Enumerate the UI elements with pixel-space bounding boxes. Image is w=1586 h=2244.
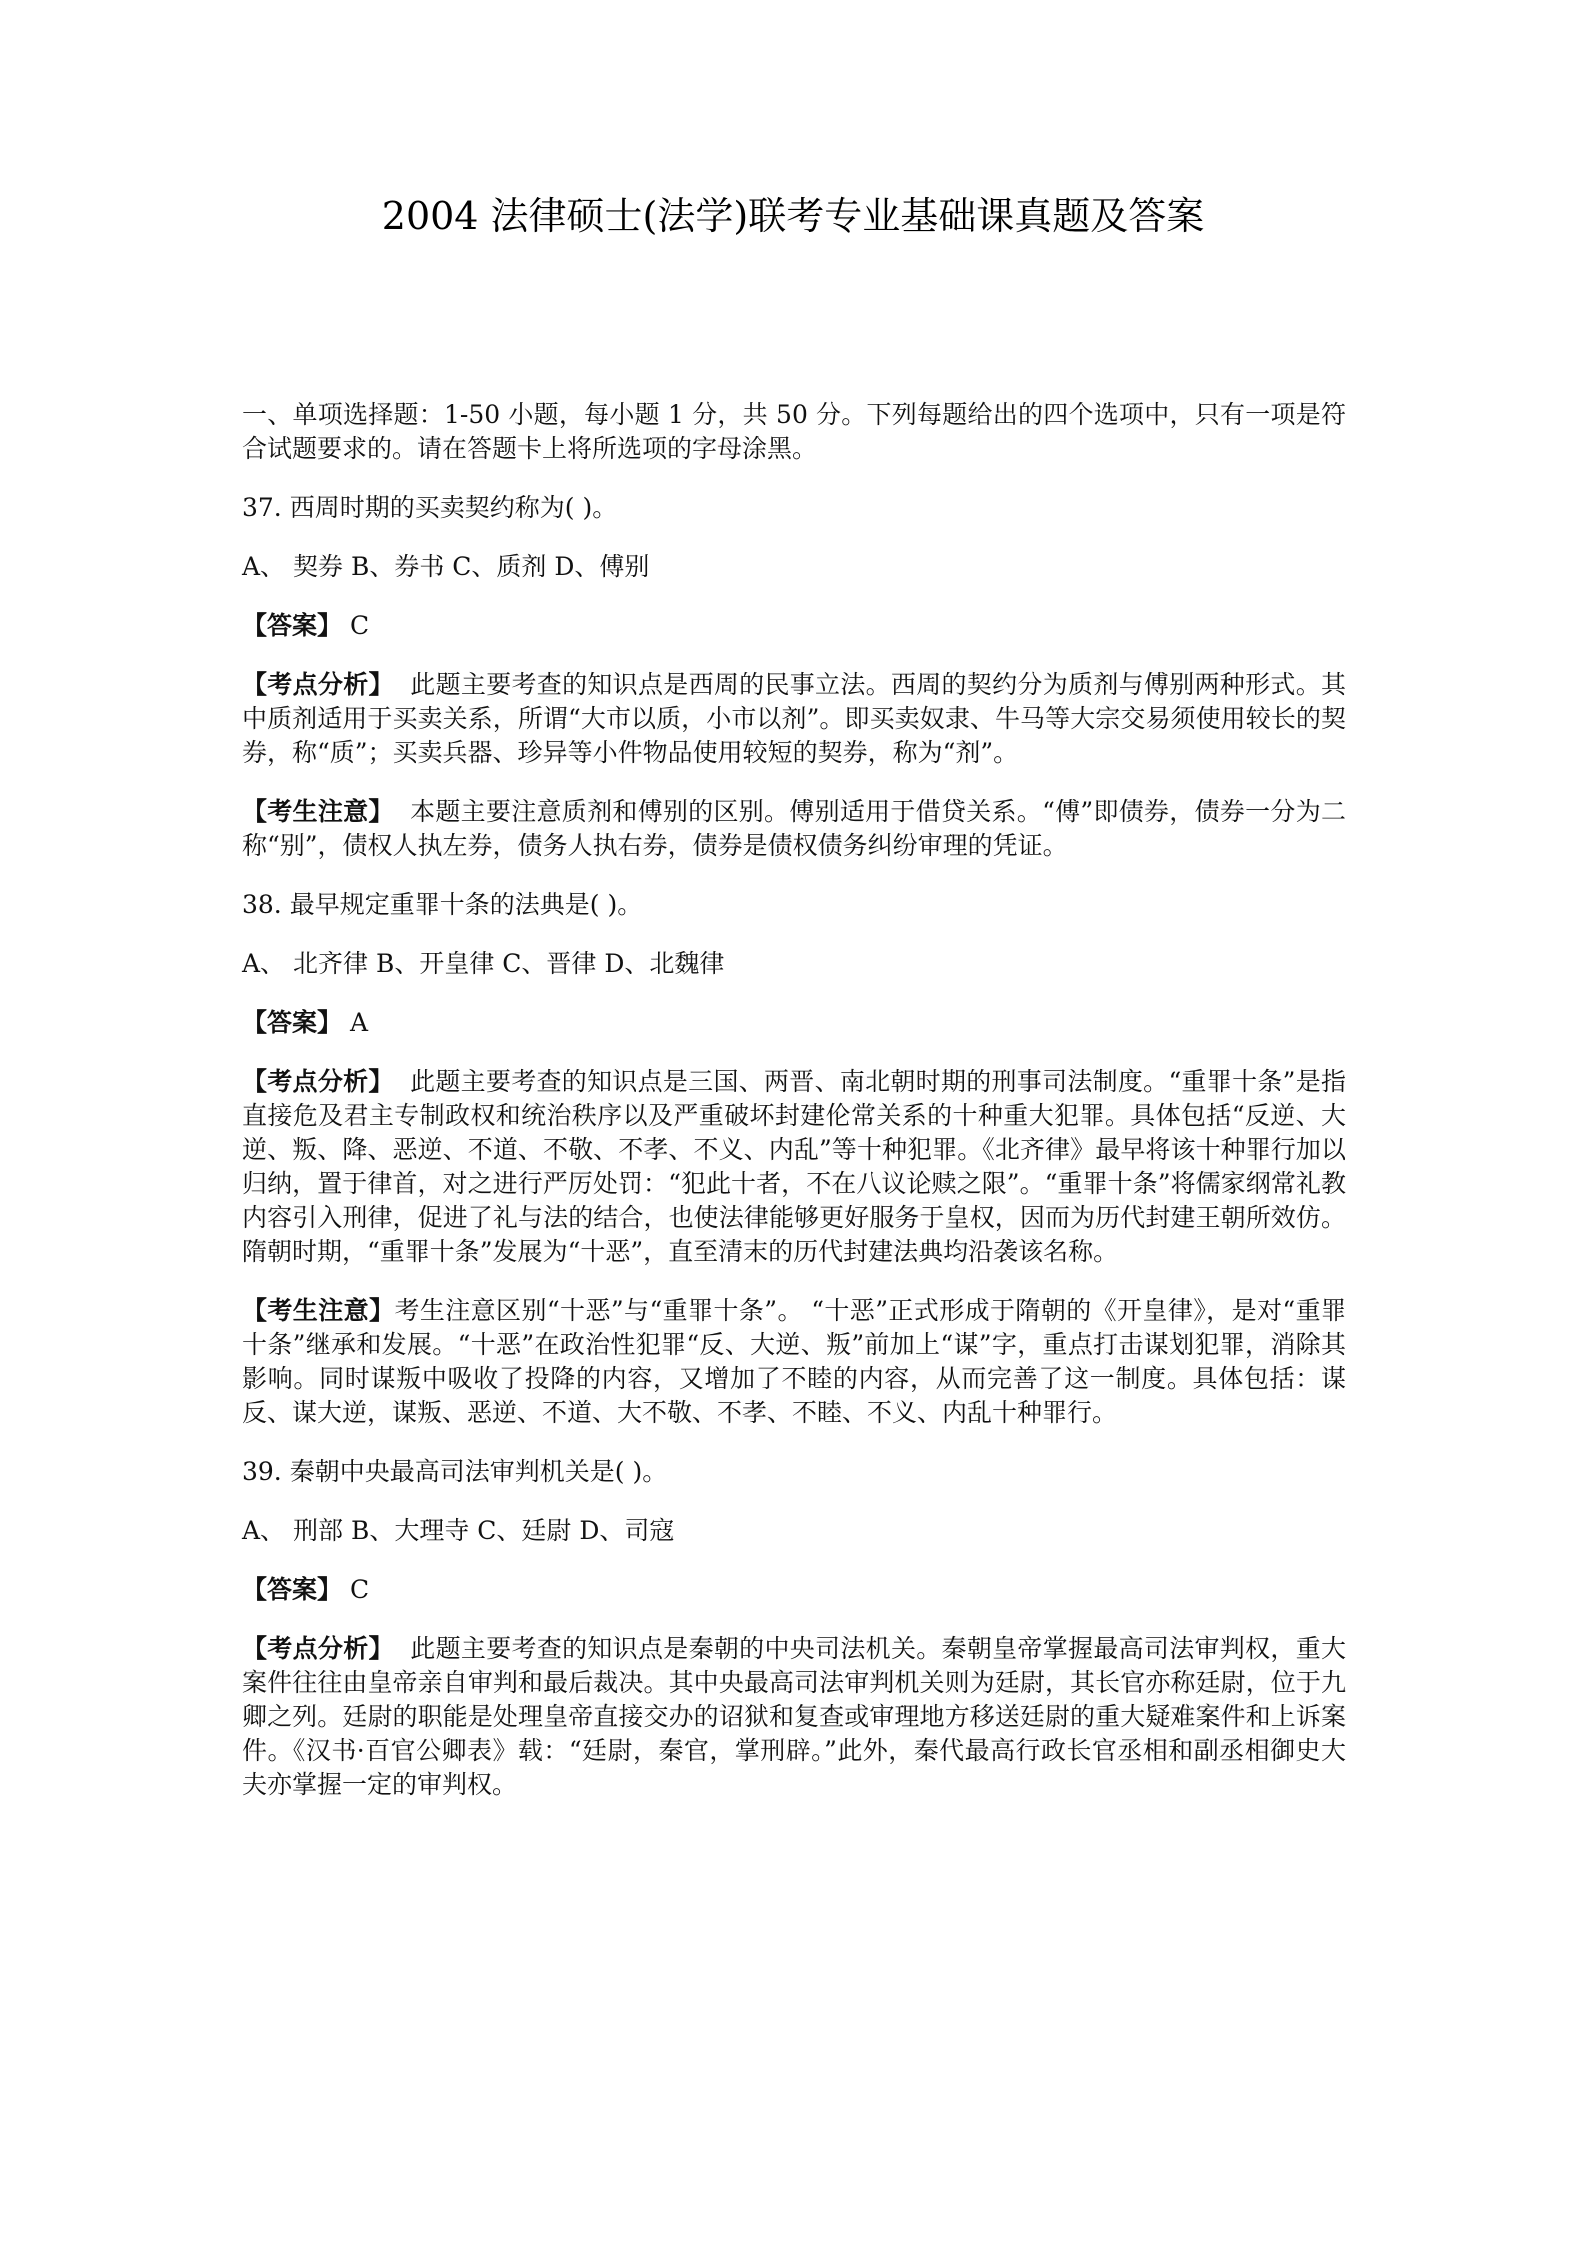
question-options: A、 刑部 B、大理寺 C、廷尉 D、司寇 — [242, 1516, 675, 1545]
note-text: 本题主要注意质剂和傅别的区别。傅别适用于借贷关系。“傅”即债券，债券一分为二称“别”，债权人执左券，债务人执右券，债券是债权债务纠纷审理的凭证。 — [242, 797, 1346, 860]
note-text: 考生注意区别“十恶”与“重罪十条”。 “十恶”正式形成于隋朝的《开皇律》，是对“重罪十条”继承和发展。“十恶”在政治性犯罪“反、大逆、叛”前加上“谋”字，重点打击谋划犯罪，消除其影响。同时谋叛中吸收了投降的内容，又增加了不睦的内容，从而完善了这一制度。具体包括：谋反、谋大逆，谋叛、恶逆、不道、大不敬、不孝、不睦、不义、内乱十种罪行。 — [242, 1296, 1346, 1427]
question-number: 37. — [242, 493, 282, 522]
answer-label: 【答案】 — [242, 1575, 343, 1604]
answer-line — [242, 1573, 1346, 1607]
question-stem — [242, 491, 1346, 525]
analysis-paragraph — [242, 668, 1346, 770]
question-text: 秦朝中央最高司法审判机关是( )。 — [289, 1457, 668, 1486]
answer-line — [242, 609, 1346, 643]
question-number: 39. — [242, 1457, 282, 1486]
section-instruction: 一、单项选择题：1-50 小题，每小题 1 分，共 50 分。下列每题给出的四个选项中，只有一项是符合试题要求的。请在答题卡上将所选项的字母涂黑。 — [242, 400, 1346, 463]
answer-value: C — [349, 611, 370, 640]
analysis-text: 此题主要考查的知识点是三国、两晋、南北朝时期的刑事司法制度。“重罪十条”是指直接危及君主专制政权和统治秩序以及严重破坏封建伦常关系的十种重大犯罪。具体包括“反逆、大逆、叛、降、恶逆、不道、不敬、不孝、不义、内乱”等十种犯罪。《北齐律》最早将该十种罪行加以归纳，置于律首，对之进行严厉处罚：“犯此十者，不在八议论赎之限”。“重罪十条”将儒家纲常礼教内容引入刑律，促进了礼与法的结合，也使法律能够更好服务于皇权，因而为历代封建王朝所效仿。隋朝时期，“重罪十条”发展为“十恶”，直至清末的历代封建法典均沿袭该名称。 — [242, 1067, 1346, 1266]
analysis-text: 此题主要考查的知识点是秦朝的中央司法机关。秦朝皇帝掌握最高司法审判权，重大案件往往由皇帝亲自审判和最后裁决。其中央最高司法审判机关则为廷尉，其长官亦称廷尉，位于九卿之列。廷尉的职能是处理皇帝直接交办的诏狱和复查或审理地方移送廷尉的重大疑难案件和上诉案件。《汉书·百官公卿表》载：“廷尉，秦官，掌刑辟。”此外，秦代最高行政长官丞相和副丞相御史大夫亦掌握一定的审判权。 — [242, 1634, 1346, 1799]
note-label: 【考生注意】 — [242, 1296, 395, 1325]
question-options: A、 北齐律 B、开皇律 C、晋律 D、北魏律 — [242, 949, 725, 978]
answer-line — [242, 1006, 1346, 1040]
question-text: 西周时期的买卖契约称为( )。 — [289, 493, 618, 522]
note-paragraph — [242, 1294, 1346, 1430]
note-label: 【考生注意】 — [242, 797, 394, 826]
answer-value: C — [349, 1575, 370, 1604]
answer-value: A — [349, 1008, 369, 1037]
analysis-text: 此题主要考查的知识点是西周的民事立法。西周的契约分为质剂与傅别两种形式。其中质剂适用于买卖关系，所谓“大市以质，小市以剂”。即买卖奴隶、牛马等大宗交易须使用较长的契券，称“质”；买卖兵器、珍异等小件物品使用较短的契券，称为“剂”。 — [242, 670, 1346, 767]
question-stem — [242, 1455, 1346, 1489]
analysis-paragraph — [242, 1632, 1346, 1802]
document-body — [242, 398, 1346, 1827]
answer-label: 【答案】 — [242, 611, 343, 640]
question-number: 38. — [242, 890, 282, 919]
question-stem — [242, 888, 1346, 922]
analysis-label: 【考点分析】 — [242, 1067, 394, 1096]
analysis-label: 【考点分析】 — [242, 670, 394, 699]
analysis-paragraph — [242, 1065, 1346, 1269]
analysis-label: 【考点分析】 — [242, 1634, 394, 1663]
question-options: A、 契券 B、券书 C、质剂 D、傅别 — [242, 552, 650, 581]
document-title: 2004 法律硕士(法学)联考专业基础课真题及答案 — [381, 194, 1205, 238]
question-text: 最早规定重罪十条的法典是( )。 — [289, 890, 643, 919]
answer-label: 【答案】 — [242, 1008, 343, 1037]
note-paragraph — [242, 795, 1346, 863]
